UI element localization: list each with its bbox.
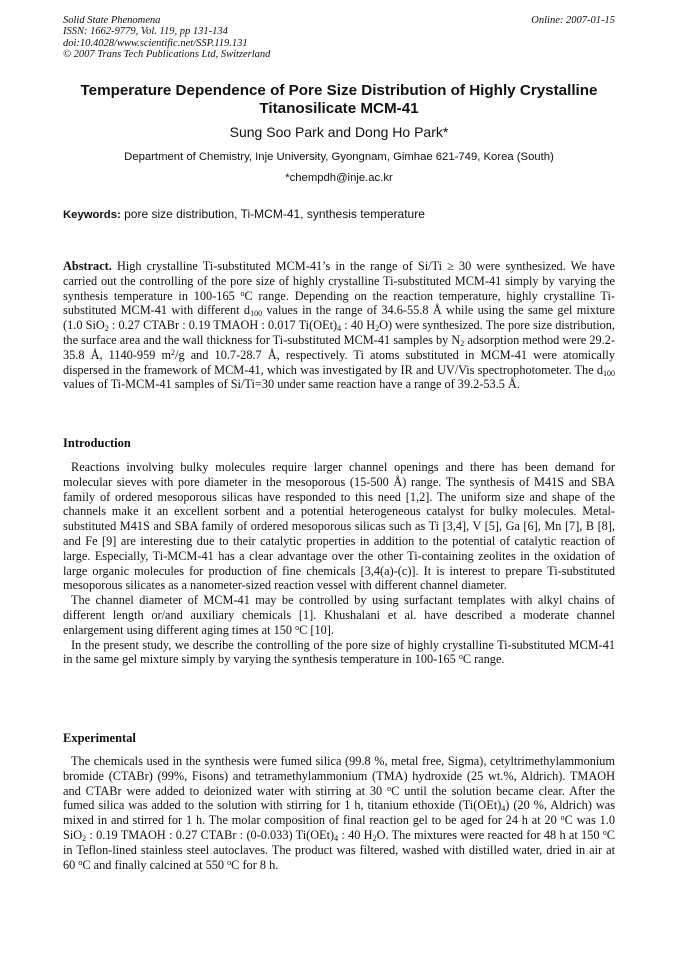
subscript: 2 xyxy=(104,324,109,334)
subscript: 2 xyxy=(82,833,87,843)
abstract-text: O) were synthesized. The pore size distribution, the surface area and the wall thickness for Ti-substituted MCM-41 samples by N xyxy=(63,318,616,347)
subscript: 4 xyxy=(334,833,339,843)
keywords-label: Keywords: xyxy=(63,209,121,221)
introduction-body xyxy=(63,460,615,667)
title-line-2: Titanosilicate MCM-41 xyxy=(259,100,419,117)
degree-mark: o xyxy=(560,813,565,823)
subscript: 2 xyxy=(460,338,465,348)
exp-text: The chemicals used in the synthesis were fumed silica (99.8 %, metal free, Sigma), cetyltrimethylammonium bromide (CTABr) (99%, Fisons) and tetramethylammonium (TMA) hydroxide (25 wt.%, Aldrich). TMAOH and CTABr were added to deionized water with stirring at 30 xyxy=(63,754,615,798)
intro-text: In the present study, we describe the controlling of the pore size of highly crystalline Ti-substituted MCM-41 in the same gel mixture simply by varying the synthesis temperature in 100-165 xyxy=(63,637,615,667)
experimental-paragraph xyxy=(63,754,615,872)
superscript: 2 xyxy=(171,347,176,357)
abstract-text: : 40 H xyxy=(341,318,376,333)
exp-text: : 40 H xyxy=(338,827,373,842)
author-list: Sung Soo Park and Dong Ho Park* xyxy=(229,124,449,140)
issn-line: ISSN: 1662-9779, Vol. 119, pp 131-134 xyxy=(63,26,228,38)
abstract-text: C range. Depending on the reaction temperature, highly crystalline Ti-substituted MCM-41 with different d xyxy=(63,288,615,318)
exp-text: : 0.19 TMAOH : 0.27 CTABr : (0-0.033) Ti(OEt) xyxy=(86,827,335,842)
abstract-text: High crystalline Ti-substituted MCM-41’s in the range of Si/Ti ≥ 30 were synthesized. We have carried out the controlling of the pore size of highly crystalline Ti-substituted MCM-41 simply by varying the synthesis temperature in 100-165 xyxy=(63,259,615,303)
copyright-line: © 2007 Trans Tech Publications Ltd, Switzerland xyxy=(63,49,271,61)
degree-mark: o xyxy=(387,783,392,793)
keywords-text: pore size distribution, Ti-MCM-41, synthesis temperature xyxy=(124,207,425,221)
doi-line: doi:10.4028/www.scientific.net/SSP.119.131 xyxy=(63,37,248,49)
degree-mark: o xyxy=(295,622,300,632)
abstract-label: Abstract. xyxy=(63,259,112,273)
abstract-text: adsorption method were 29.2-35.8 Å, 1140-959 m xyxy=(63,332,615,362)
exp-text: ) (20 %, Aldrich) was mixed in and stirred for 1 h. The molar composition of final reaction gel to be aged for 24 h at 20 xyxy=(63,798,615,828)
abstract-text: : 0.27 CTABr : 0.19 TMAOH : 0.017 Ti(OEt) xyxy=(108,318,338,333)
title-line-1: Temperature Dependence of Pore Size Distribution of Highly Crystalline xyxy=(80,82,598,99)
subscript: 100 xyxy=(250,309,263,319)
exp-text: C and finally calcined at 550 xyxy=(82,857,228,872)
journal-header xyxy=(63,15,270,61)
intro-text: C [10]. xyxy=(299,622,334,637)
exp-text: C for 8 h. xyxy=(231,857,279,872)
corresponding-email: *chempdh@inje.ac.kr xyxy=(285,172,393,184)
degree-mark: o xyxy=(602,827,607,837)
exp-text: C was 1.0 SiO xyxy=(63,813,615,842)
degree-mark: o xyxy=(227,857,232,867)
paper-title xyxy=(40,82,638,118)
keywords xyxy=(63,207,618,223)
exp-text: C in Teflon-lined stainless steel autoclaves. The product was filtered, washed with distilled water, dried in air at 60 xyxy=(63,827,615,872)
online-date: Online: 2007-01-15 xyxy=(531,15,615,26)
introduction-heading: Introduction xyxy=(63,436,131,450)
abstract xyxy=(63,259,615,392)
degree-mark: o xyxy=(458,652,463,662)
intro-paragraph-1: Reactions involving bulky molecules require larger channel openings and there has been demand for molecular sieves with pore diameter in the mesoporous (15-500 Å) range. The synthesis of M41S and SBA family of ordered mesoporous silicas have responded to this need [1,2]. The uniform size and shape of the channels make it an excellent sorbent and a potential heterogeneous catalyst for bulky molecules. Metal-substituted M41S and SBA family of ordered mesoporous silicas such as Ti [3,4], V [5], Ga [6], Mn [7], B [8], and Fe [9] are interesting due to their catalytic properties in addition to the potential of catalytic reaction of large. Especially, Ti-MCM-41 has a clear advantage over the other Ti-containing zeolites in the oxidation of large organic molecules for production of fine chemicals [3,4(a)-(c)]. It is interest to prepare Ti-substituted mesoporous silicates as a nanometer-sized reaction vessel with different channel diameter. xyxy=(63,460,615,593)
abstract-text: /g and 10.7-28.7 Å, respectively. Ti atoms substituted in MCM-41 were atomically dispersed in the framework of MCM-41, which was investigated by IR and UV/Vis spectrophotometer. The d xyxy=(63,347,615,377)
affiliation: Department of Chemistry, Inje University, Gyongnam, Gimhae 621-749, Korea (South) xyxy=(124,151,554,163)
intro-text: C range. xyxy=(462,652,505,667)
subscript: 4 xyxy=(501,804,506,814)
abstract-text: values in the range of 34.6-55.8 Å while using the same gel mixture (1.0 SiO xyxy=(63,303,616,333)
subscript: 2 xyxy=(372,833,377,843)
abstract-text: values of Ti-MCM-41 samples of Si/Ti=30 under same reaction have a range of 39.2-53.5 Å. xyxy=(63,377,520,392)
intro-paragraph-3 xyxy=(63,638,615,668)
intro-paragraph-2 xyxy=(63,593,615,637)
subscript: 2 xyxy=(375,324,380,334)
exp-text: O. The mixtures were reacted for 48 h at 150 xyxy=(376,827,603,842)
subscript: 100 xyxy=(603,368,615,378)
degree-mark: o xyxy=(240,288,245,298)
journal-name: Solid State Phenomena xyxy=(63,15,161,26)
intro-text: The channel diameter of MCM-41 may be controlled by using surfactant templates with alkyl chains of different length or/and auxiliary chemicals [1]. Khushalani et al. have described a moderate channel enlargement using different aging times at 150 xyxy=(63,593,615,637)
experimental-heading: Experimental xyxy=(63,731,136,745)
exp-text: C until the solution became clear. After the fumed silica was added to the solution with stirring for 1 h, titanium ethoxide (Ti(OEt) xyxy=(63,783,615,813)
degree-mark: o xyxy=(78,857,83,867)
subscript: 4 xyxy=(337,324,342,334)
experimental-body xyxy=(63,754,615,872)
